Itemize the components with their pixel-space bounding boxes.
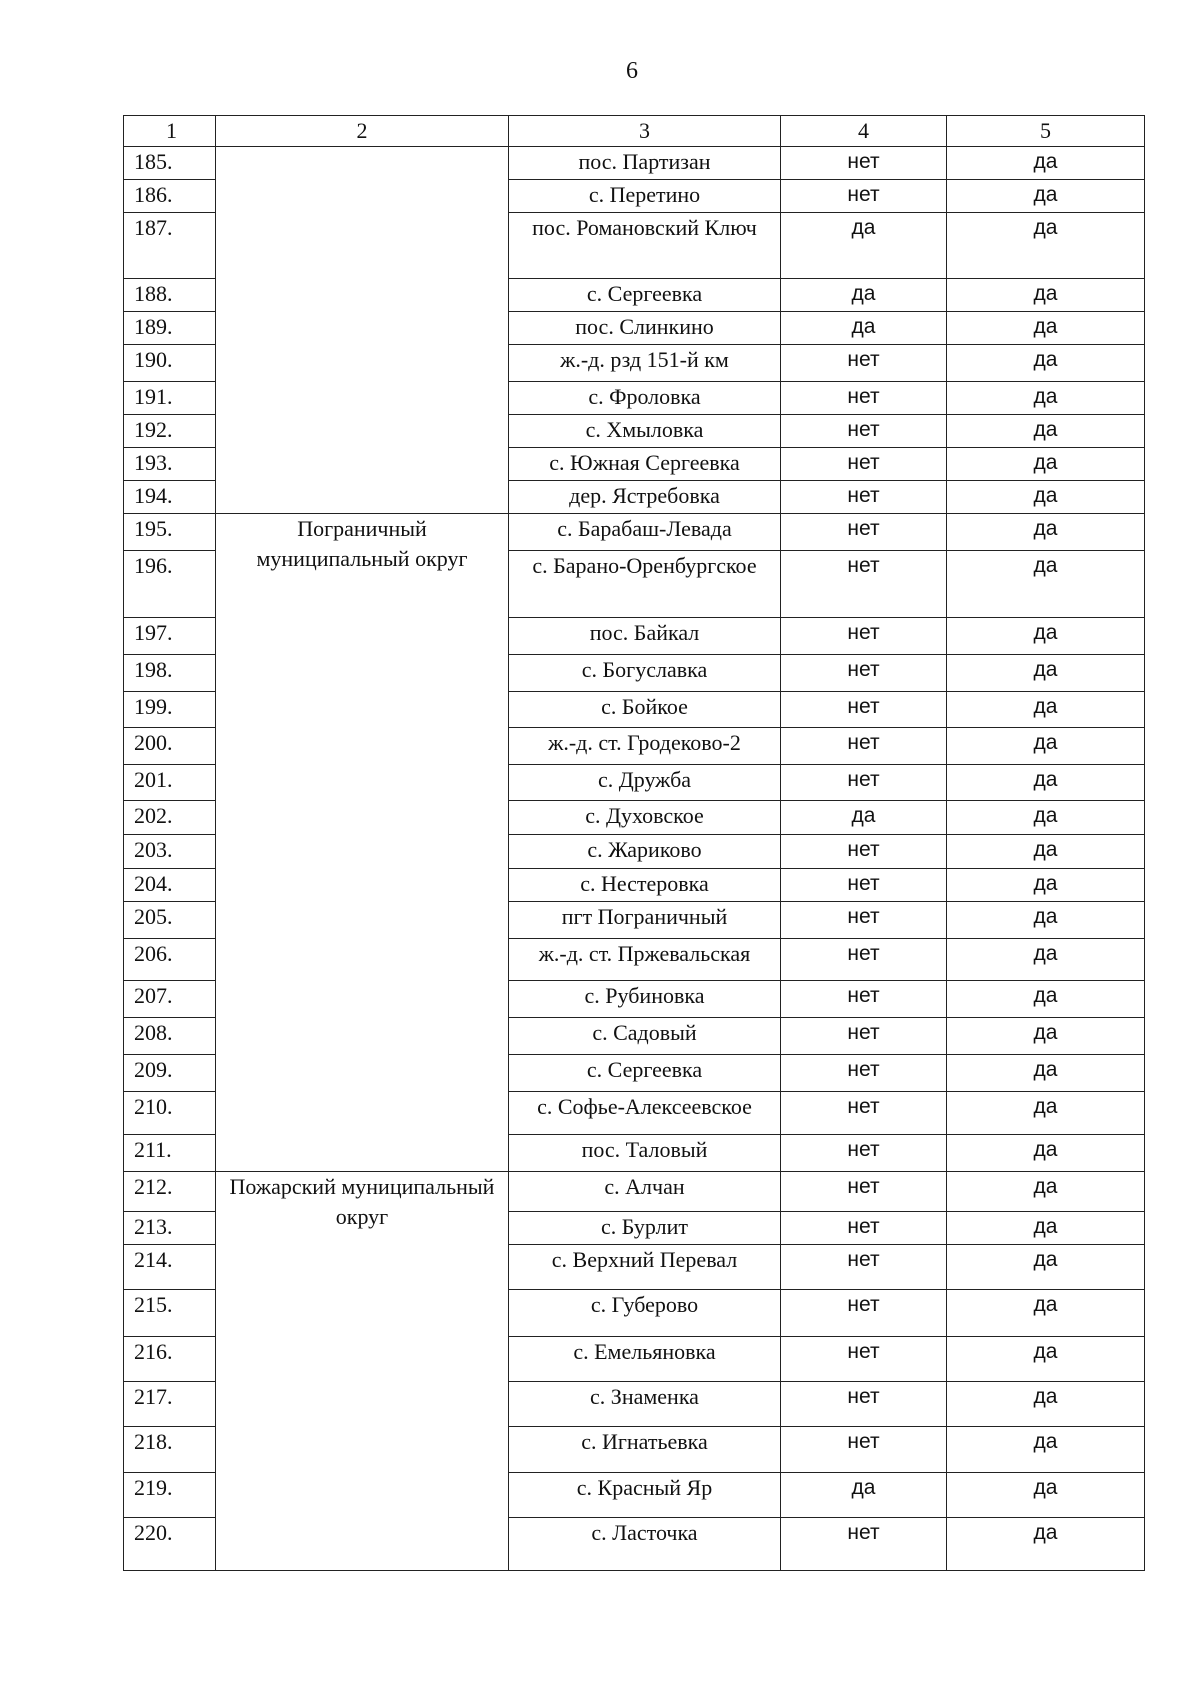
col5-value: да [947, 448, 1145, 481]
header-col-3: 3 [509, 116, 781, 147]
settlement-name: ж.-д. ст. Пржевальская [509, 939, 781, 981]
col5-value: да [947, 345, 1145, 382]
col4-value: нет [781, 345, 947, 382]
row-number: 196. [124, 551, 216, 618]
col5-value: да [947, 1092, 1145, 1135]
col4-value: да [781, 312, 947, 345]
row-number: 198. [124, 655, 216, 692]
col4-value: нет [781, 1382, 947, 1427]
row-number: 214. [124, 1245, 216, 1290]
settlement-name: с. Хмыловка [509, 415, 781, 448]
row-number: 194. [124, 481, 216, 514]
row-number: 217. [124, 1382, 216, 1427]
col4-value: нет [781, 981, 947, 1018]
col5-value: да [947, 1172, 1145, 1212]
settlement-name: с. Барано-Оренбургское [509, 551, 781, 618]
settlement-name: дер. Ястребовка [509, 481, 781, 514]
col4-value: нет [781, 618, 947, 655]
settlement-name: с. Барабаш-Левада [509, 514, 781, 551]
settlement-name: с. Емельяновка [509, 1337, 781, 1382]
row-number: 200. [124, 728, 216, 765]
col5-value: да [947, 902, 1145, 939]
col4-value: нет [781, 448, 947, 481]
settlement-name: с. Бойкое [509, 692, 781, 728]
col5-value: да [947, 1135, 1145, 1172]
district-name [216, 147, 509, 514]
row-number: 211. [124, 1135, 216, 1172]
settlement-name: с. Духовское [509, 801, 781, 835]
col5-value: да [947, 382, 1145, 415]
row-number: 215. [124, 1290, 216, 1337]
col4-value: нет [781, 1518, 947, 1571]
row-number: 193. [124, 448, 216, 481]
col4-value: нет [781, 692, 947, 728]
settlement-name: пос. Партизан [509, 147, 781, 180]
col4-value: нет [781, 728, 947, 765]
page-number: 6 [626, 58, 638, 84]
row-number: 186. [124, 180, 216, 213]
settlement-name: пгт Пограничный [509, 902, 781, 939]
row-number: 216. [124, 1337, 216, 1382]
row-number: 190. [124, 345, 216, 382]
col5-value: да [947, 618, 1145, 655]
settlement-name: с. Фроловка [509, 382, 781, 415]
settlement-name: с. Софье-Алексеевское [509, 1092, 781, 1135]
col5-value: да [947, 147, 1145, 180]
col5-value: да [947, 213, 1145, 279]
col5-value: да [947, 551, 1145, 618]
col5-value: да [947, 180, 1145, 213]
settlement-name: пос. Таловый [509, 1135, 781, 1172]
settlement-name: с. Южная Сергеевка [509, 448, 781, 481]
col5-value: да [947, 481, 1145, 514]
row-number: 208. [124, 1018, 216, 1055]
settlement-name: пос. Слинкино [509, 312, 781, 345]
col4-value: нет [781, 180, 947, 213]
col4-value: да [781, 279, 947, 312]
col5-value: да [947, 981, 1145, 1018]
row-number: 205. [124, 902, 216, 939]
row-number: 195. [124, 514, 216, 551]
col4-value: нет [781, 1092, 947, 1135]
row-number: 187. [124, 213, 216, 279]
header-col-2: 2 [216, 116, 509, 147]
col4-value: нет [781, 1135, 947, 1172]
col5-value: да [947, 939, 1145, 981]
row-number: 188. [124, 279, 216, 312]
col4-value: да [781, 213, 947, 279]
col5-value: да [947, 1212, 1145, 1245]
row-number: 207. [124, 981, 216, 1018]
col4-value: нет [781, 551, 947, 618]
row-number: 202. [124, 801, 216, 835]
table-header-row [124, 116, 1145, 147]
row-number: 210. [124, 1092, 216, 1135]
col5-value: да [947, 1245, 1145, 1290]
col4-value: нет [781, 514, 947, 551]
settlement-name: с. Бурлит [509, 1212, 781, 1245]
col4-value: нет [781, 1290, 947, 1337]
table-row [124, 147, 1145, 180]
settlement-name: пос. Байкал [509, 618, 781, 655]
settlement-name: с. Жариково [509, 835, 781, 869]
col4-value: нет [781, 1212, 947, 1245]
settlement-name: с. Садовый [509, 1018, 781, 1055]
row-number: 206. [124, 939, 216, 981]
settlement-name: с. Верхний Перевал [509, 1245, 781, 1290]
col4-value: нет [781, 1337, 947, 1382]
row-number: 218. [124, 1427, 216, 1473]
row-number: 185. [124, 147, 216, 180]
col5-value: да [947, 312, 1145, 345]
row-number: 192. [124, 415, 216, 448]
col5-value: да [947, 655, 1145, 692]
row-number: 209. [124, 1055, 216, 1092]
row-number: 199. [124, 692, 216, 728]
col5-value: да [947, 869, 1145, 902]
settlement-name: с. Дружба [509, 765, 781, 801]
settlement-name: с. Ласточка [509, 1518, 781, 1571]
settlement-name: с. Знаменка [509, 1382, 781, 1427]
col4-value: нет [781, 869, 947, 902]
col4-value: нет [781, 765, 947, 801]
settlement-name: с. Перетино [509, 180, 781, 213]
col5-value: да [947, 1337, 1145, 1382]
row-number: 201. [124, 765, 216, 801]
row-number: 220. [124, 1518, 216, 1571]
col5-value: да [947, 1473, 1145, 1518]
col4-value: да [781, 1473, 947, 1518]
col5-value: да [947, 514, 1145, 551]
col5-value: да [947, 415, 1145, 448]
header-col-4: 4 [781, 116, 947, 147]
col4-value: нет [781, 382, 947, 415]
col5-value: да [947, 1427, 1145, 1473]
col5-value: да [947, 1290, 1145, 1337]
row-number: 204. [124, 869, 216, 902]
settlement-name: с. Сергеевка [509, 279, 781, 312]
settlement-name: с. Богуславка [509, 655, 781, 692]
col4-value: нет [781, 902, 947, 939]
settlement-name: с. Игнатьевка [509, 1427, 781, 1473]
settlement-name: ж.-д. рзд 151-й км [509, 345, 781, 382]
row-number: 212. [124, 1172, 216, 1212]
row-number: 191. [124, 382, 216, 415]
settlement-name: с. Губерово [509, 1290, 781, 1337]
district-name: Пограничный муниципальный округ [216, 514, 509, 1172]
col4-value: нет [781, 1172, 947, 1212]
col5-value: да [947, 279, 1145, 312]
settlement-name: с. Красный Яр [509, 1473, 781, 1518]
settlement-name: пос. Романовский Ключ [509, 213, 781, 279]
col4-value: нет [781, 835, 947, 869]
col4-value: нет [781, 1018, 947, 1055]
row-number: 189. [124, 312, 216, 345]
col5-value: да [947, 728, 1145, 765]
col4-value: нет [781, 147, 947, 180]
col4-value: нет [781, 1245, 947, 1290]
settlement-name: с. Нестеровка [509, 869, 781, 902]
table-row [124, 514, 1145, 551]
settlements-table [123, 115, 1145, 1571]
header-col-5: 5 [947, 116, 1145, 147]
col4-value: нет [781, 415, 947, 448]
settlement-name: с. Алчан [509, 1172, 781, 1212]
settlement-name: с. Рубиновка [509, 981, 781, 1018]
col5-value: да [947, 765, 1145, 801]
col5-value: да [947, 1518, 1145, 1571]
table-row [124, 1172, 1145, 1212]
col4-value: нет [781, 655, 947, 692]
row-number: 197. [124, 618, 216, 655]
col5-value: да [947, 1382, 1145, 1427]
col4-value: нет [781, 481, 947, 514]
settlement-name: ж.-д. ст. Гродеково-2 [509, 728, 781, 765]
col5-value: да [947, 692, 1145, 728]
col4-value: нет [781, 1055, 947, 1092]
header-col-1: 1 [124, 116, 216, 147]
col5-value: да [947, 1018, 1145, 1055]
col5-value: да [947, 801, 1145, 835]
district-name: Пожарский муниципальный округ [216, 1172, 509, 1571]
settlement-name: с. Сергеевка [509, 1055, 781, 1092]
col4-value: нет [781, 1427, 947, 1473]
row-number: 203. [124, 835, 216, 869]
row-number: 213. [124, 1212, 216, 1245]
row-number: 219. [124, 1473, 216, 1518]
col5-value: да [947, 835, 1145, 869]
col5-value: да [947, 1055, 1145, 1092]
col4-value: да [781, 801, 947, 835]
col4-value: нет [781, 939, 947, 981]
